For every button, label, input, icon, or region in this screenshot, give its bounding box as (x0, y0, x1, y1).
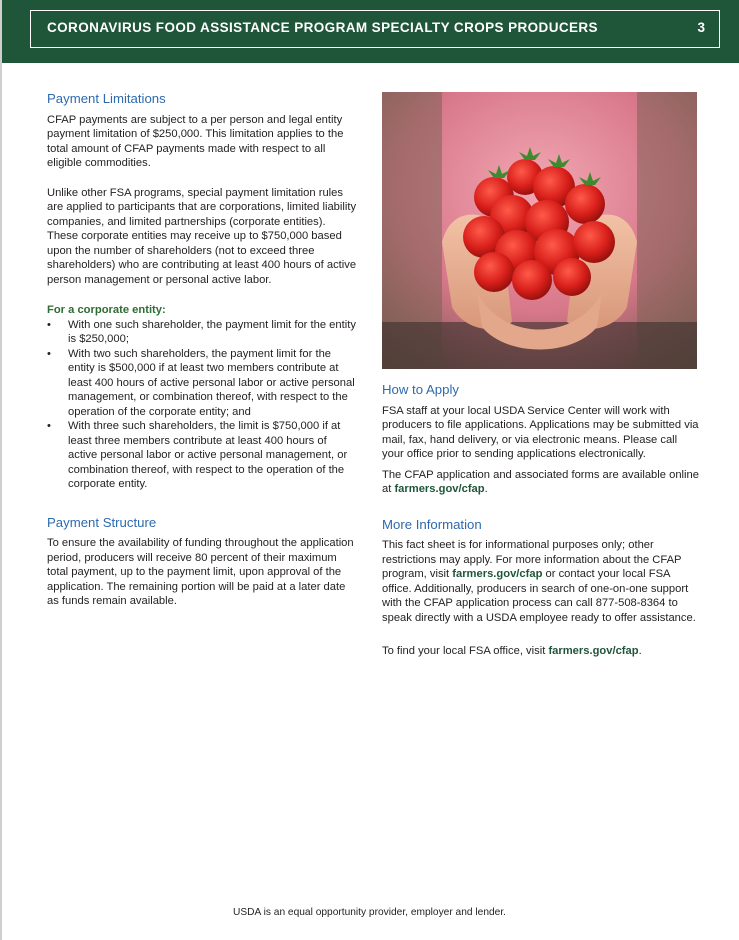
strawberries-in-hands-photo (382, 92, 697, 369)
header-title: CORONAVIRUS FOOD ASSISTANCE PROGRAM SPECIALTY CROPS PRODUCERS (47, 20, 598, 35)
payment-structure-para: To ensure the availability of funding throughout the application period, producers will receive 80 percent of their maximum total payment, up to the payment limit, upon approval of the application. The remaining portion will be paid at a later date as funds remain available. (47, 537, 354, 607)
list-item: • With three such shareholders, the limit is $750,000 if at least three members contribute at least 400 hours of active personal labor or active personal management, or combination thereof, with respect to the operation of the corporate entity. (47, 420, 348, 490)
list-item: • With two such shareholders, the payment limit for the entity is $500,000 if at least two members contribute at least 400 hours of active personal labor or active personal management, or combination thereof, with respect to the operation of the corporate entity; and (47, 347, 355, 418)
page-number: 3 (697, 20, 705, 35)
right-column (382, 92, 700, 659)
page-left-edge (0, 0, 2, 940)
how-to-apply-para1: FSA staff at your local USDA Service Center will work with producers to file applications. Applications may be submitted via mail, fax, hand delivery, or via electronic means. Please call your office prior to sending applications electronically. (382, 404, 699, 460)
farmers-gov-cfap-link[interactable]: farmers.gov/cfap (394, 483, 485, 495)
list-item: • With one such shareholder, the payment limit for the entity is $250,000; (47, 318, 356, 345)
footer-text: USDA is an equal opportunity provider, employer and lender. (233, 907, 506, 918)
left-column (47, 92, 359, 609)
corporate-entity-list (47, 318, 359, 492)
how-to-apply-para2: The CFAP application and associated forms are available online at farmers.gov/cfap. (382, 468, 699, 495)
payment-limitations-para1: CFAP payments are subject to a per person and legal entity payment limitation of $250,000. This limitation applies to the total amount of CFAP payments made with respect to all eligible commodities. (47, 113, 344, 169)
how-to-apply-heading: How to Apply (382, 382, 459, 397)
more-information-para2: To find your local FSA office, visit farmers.gov/cfap. (382, 645, 642, 657)
payment-limitations-heading: Payment Limitations (47, 91, 166, 106)
farmers-gov-cfap-link[interactable]: farmers.gov/cfap (548, 645, 639, 657)
more-information-para1: This fact sheet is for informational purposes only; other restrictions may apply. For more information about the CFAP program, visit farmers.gov/cfap or contact your local FSA office. Additionally, producers in search of one-on-one support with the CFAP application process can call 877-508-8364 to speak directly with a USDA employee ready to offer assistance. (382, 539, 696, 624)
page-header (2, 0, 739, 63)
corporate-entity-subheading: For a corporate entity: (47, 304, 166, 316)
payment-limitations-para2: Unlike other FSA programs, special payment limitation rules are applied to participants that are corporations, limited liability companies, and limited partnerships (corporate entities). These corporate entities may receive up to $750,000 based upon the number of shareholders (not to exceed three shareholders) who are contributing at least 400 hours of active person management or personal active labor. (47, 186, 357, 286)
more-information-heading: More Information (382, 516, 482, 532)
header-frame (30, 10, 720, 48)
farmers-gov-cfap-link[interactable]: farmers.gov/cfap (452, 568, 543, 580)
payment-structure-heading: Payment Structure (47, 514, 157, 530)
